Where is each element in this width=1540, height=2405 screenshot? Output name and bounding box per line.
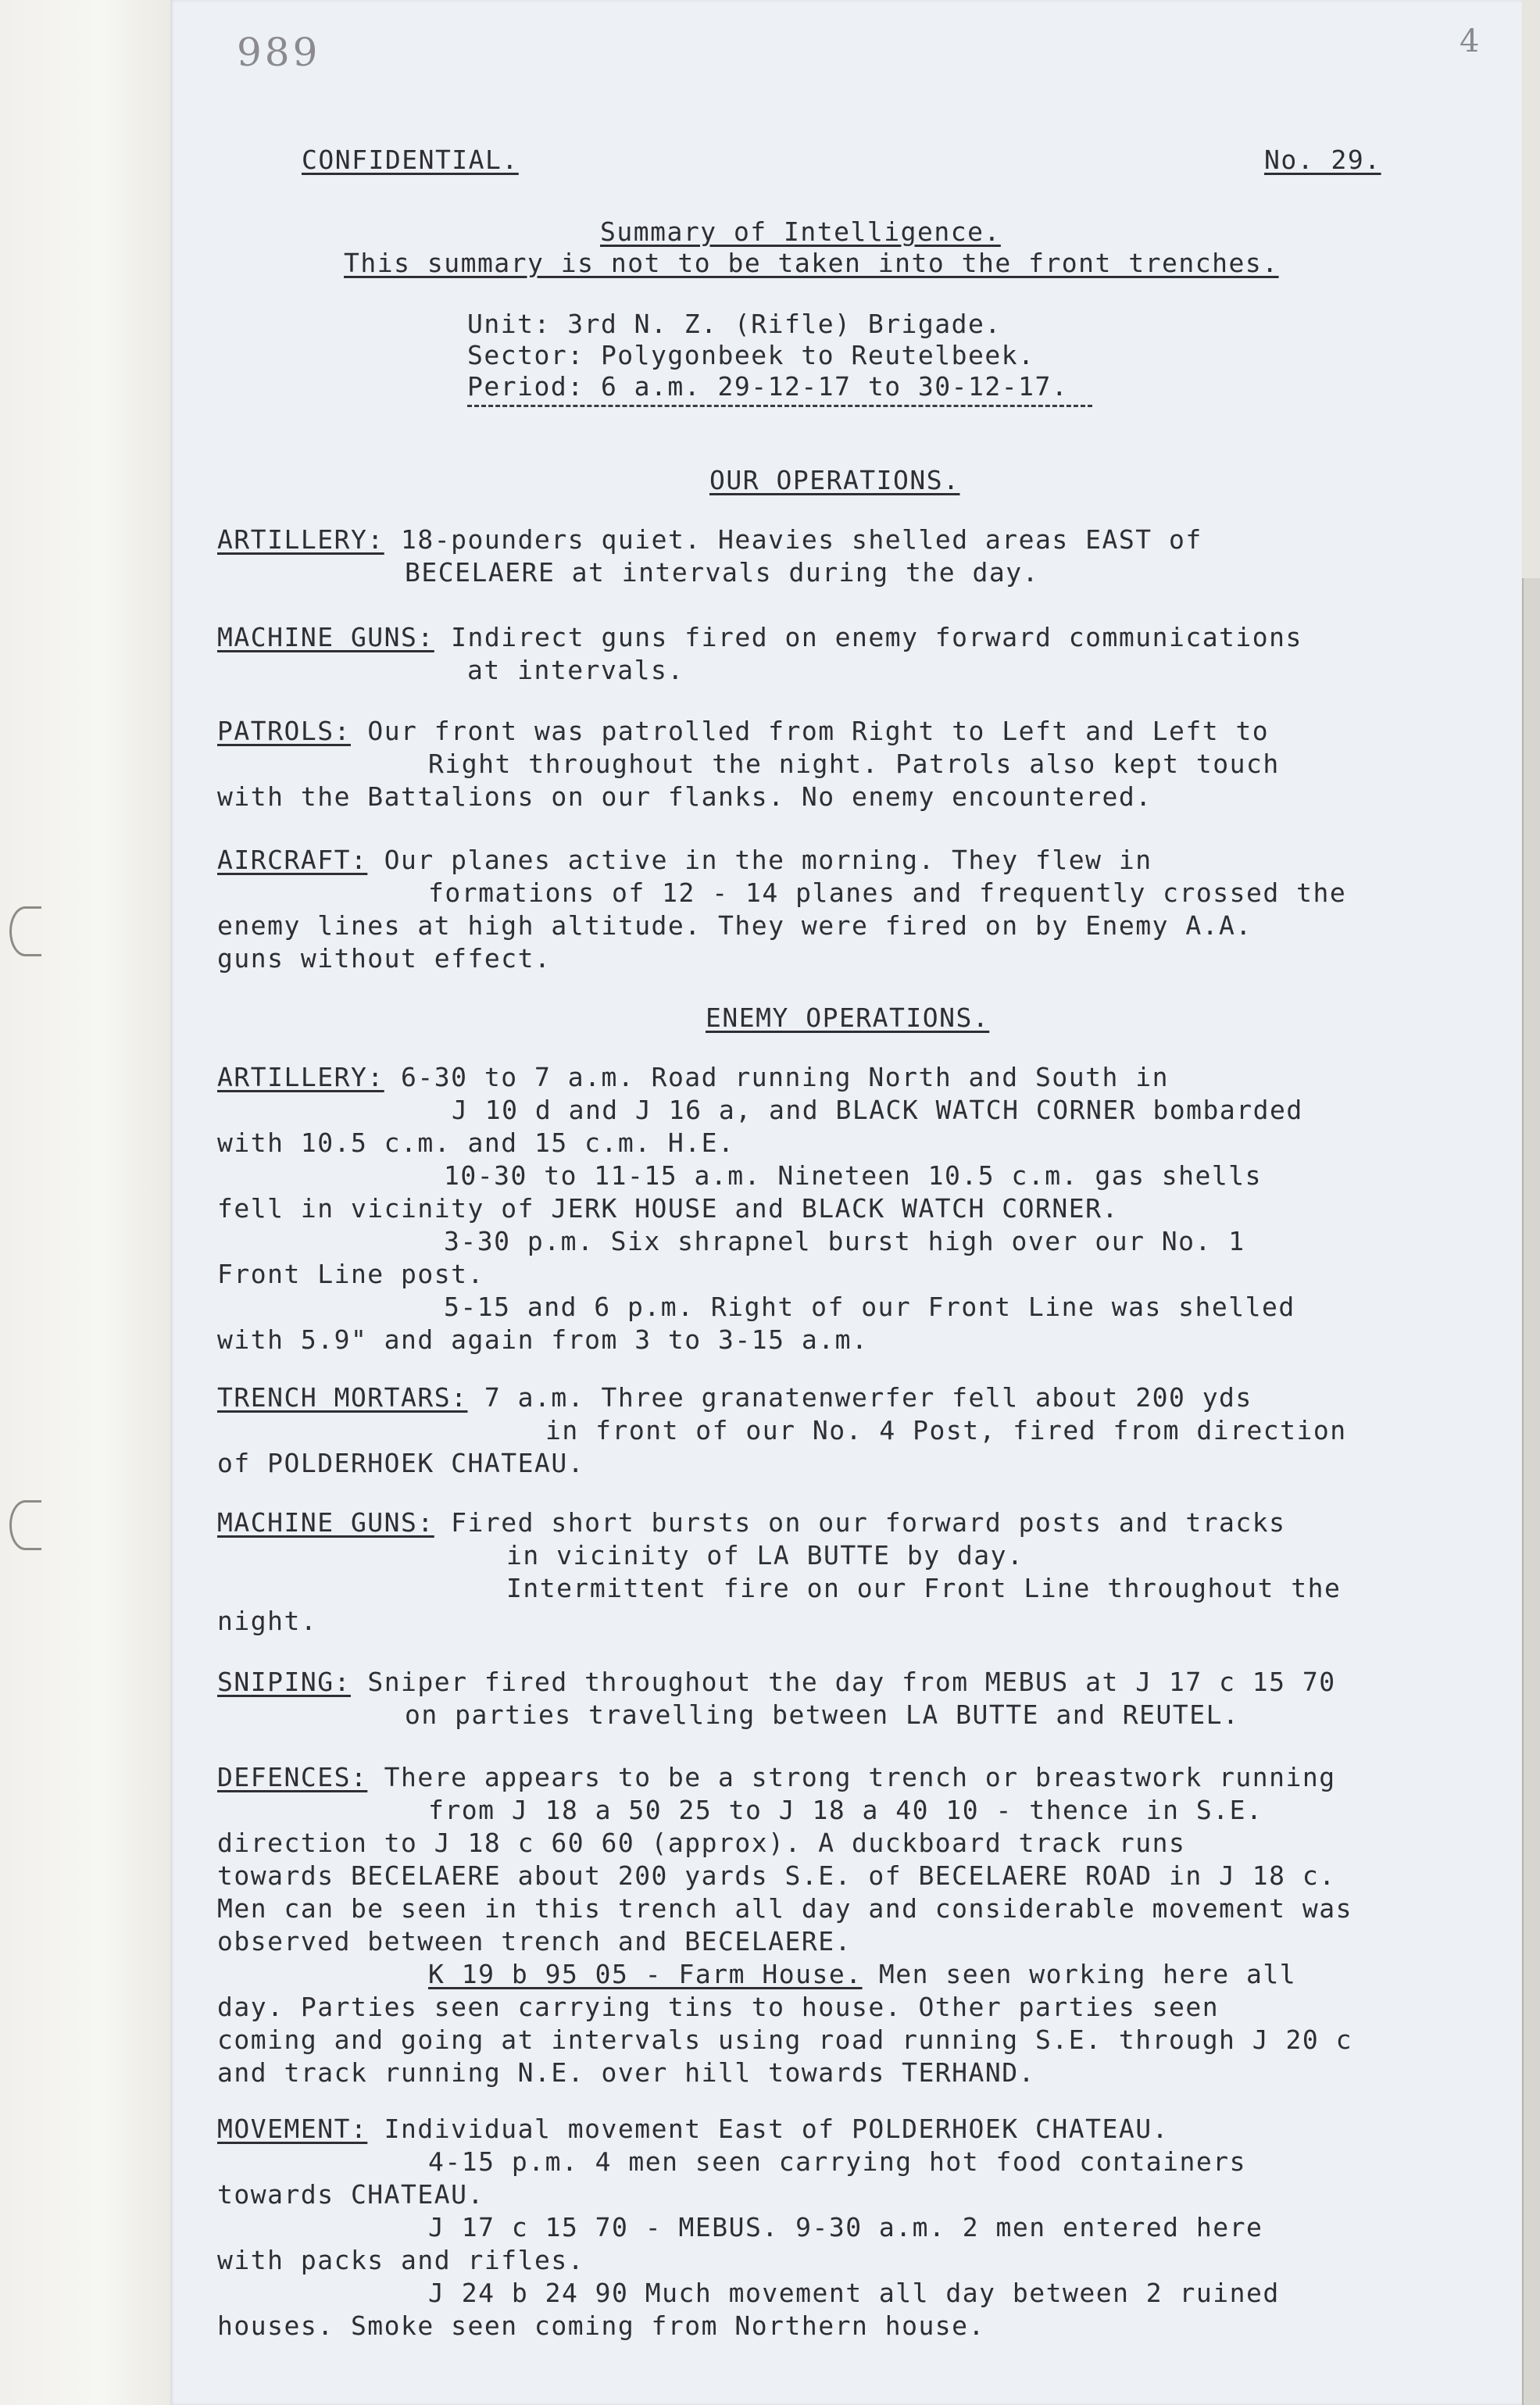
section-label: ARTILLERY: — [217, 1062, 384, 1092]
text-line: formations of 12 - 14 planes and frequently crossed the — [428, 877, 1347, 908]
text-line: 18-pounders quiet. Heavies shelled areas EAST of — [384, 524, 1202, 555]
section-label: SNIPING: — [217, 1667, 351, 1697]
enemy-trench-mortars-section — [217, 1381, 1499, 1480]
text-line: and track running N.E. over hill towards TERHAND. — [217, 2057, 1036, 2088]
section-label: AIRCRAFT: — [217, 845, 368, 875]
enemy-machine-guns-section — [217, 1506, 1499, 1638]
text-line: 7 a.m. Three granatenwerfer fell about 200 yds — [467, 1382, 1252, 1413]
section-label: TRENCH MORTARS: — [217, 1382, 468, 1413]
classification: CONFIDENTIAL. — [302, 145, 519, 175]
section-label: MACHINE GUNS: — [217, 622, 434, 652]
text-line: 5-15 and 6 p.m. Right of our Front Line was shelled — [444, 1292, 1295, 1322]
section-label: DEFENCES: — [217, 1762, 368, 1792]
text-line: J 17 c 15 70 - MEBUS. 9-30 a.m. 2 men entered here — [428, 2212, 1263, 2242]
text-line: at intervals. — [467, 655, 684, 685]
sector-line: Sector: Polygonbeek to Reutelbeek. — [467, 340, 1035, 370]
text-line: towards BECELAERE about 200 yards S.E. of BECELAERE ROAD in J 18 c. — [217, 1860, 1336, 1891]
enemy-artillery-section — [217, 1061, 1499, 1356]
text-line: direction to J 18 c 60 60 (approx). A duckboard track runs — [217, 1828, 1186, 1858]
text-line: day. Parties seen carrying tins to house. Other parties seen — [217, 1992, 1220, 2022]
our-machine-guns-section — [217, 621, 1499, 687]
section-label: MACHINE GUNS: — [217, 1507, 434, 1538]
text-line: guns without effect. — [217, 943, 552, 974]
our-aircraft-section — [217, 844, 1499, 975]
text-line: 6-30 to 7 a.m. Road running North and South in — [384, 1062, 1169, 1092]
text-line: with 5.9" and again from 3 to 3-15 a.m. — [217, 1324, 869, 1355]
text-line: coming and going at intervals using road running S.E. through J 20 c — [217, 2024, 1353, 2055]
text-line: with the Battalions on our flanks. No enemy encountered. — [217, 781, 1152, 812]
text-line: Men seen working here all — [862, 1959, 1297, 1989]
text-line: Fired short bursts on our forward posts and tracks — [434, 1507, 1286, 1538]
document-title: Summary of Intelligence. — [600, 216, 1001, 247]
period-line: Period: 6 a.m. 29-12-17 to 30-12-17. — [467, 371, 1069, 402]
farm-house-reference: K 19 b 95 05 - Farm House. — [428, 1959, 863, 1989]
corner-mark: 4 — [1460, 23, 1480, 59]
binding-margin — [0, 0, 170, 2405]
underlying-page-edge — [1522, 578, 1540, 2405]
text-line: BECELAERE at intervals during the day. — [405, 557, 1039, 588]
section-label: ARTILLERY: — [217, 524, 384, 555]
text-line: 3-30 p.m. Six shrapnel burst high over our No. 1 — [444, 1226, 1245, 1256]
text-line: from J 18 a 50 25 to J 18 a 40 10 - thence in S.E. — [428, 1795, 1263, 1825]
text-line: fell in vicinity of JERK HOUSE and BLACK WATCH CORNER. — [217, 1193, 1119, 1224]
text-line: night. — [217, 1606, 318, 1636]
text-line: observed between trench and BECELAERE. — [217, 1926, 852, 1957]
text-line: 10-30 to 11-15 a.m. Nineteen 10.5 c.m. gas shells — [444, 1160, 1263, 1191]
text-line: Front Line post. — [217, 1259, 484, 1289]
our-patrols-section — [217, 715, 1499, 813]
text-line: J 10 d and J 16 a, and BLACK WATCH CORNER bombarded — [452, 1095, 1303, 1125]
text-line: Men can be seen in this trench all day and considerable movement was — [217, 1893, 1353, 1924]
section-label: PATROLS: — [217, 716, 351, 746]
text-line: There appears to be a strong trench or breastwork running — [367, 1762, 1336, 1792]
typed-page — [170, 0, 1522, 2405]
text-line: with 10.5 c.m. and 15 c.m. H.E. — [217, 1127, 735, 1158]
text-line: J 24 b 24 90 Much movement all day between 2 ruined — [428, 2278, 1280, 2308]
text-line: in front of our No. 4 Post, fired from direction — [545, 1415, 1347, 1446]
text-line: in vicinity of LA BUTTE by day. — [506, 1540, 1024, 1571]
text-line: houses. Smoke seen coming from Northern house. — [217, 2310, 985, 2341]
punch-hole-upper — [9, 906, 41, 956]
unit-line: Unit: 3rd N. Z. (Rifle) Brigade. — [467, 309, 1002, 339]
text-line: Sniper fired throughout the day from MEBUS at J 17 c 15 70 — [350, 1667, 1336, 1697]
text-line: on parties travelling between LA BUTTE and REUTEL. — [405, 1699, 1240, 1730]
handling-warning: This summary is not to be taken into the front trenches. — [344, 248, 1279, 278]
text-line: enemy lines at high altitude. They were fired on by Enemy A.A. — [217, 910, 1252, 941]
punch-hole-lower — [9, 1500, 41, 1550]
text-line: Right throughout the night. Patrols also kept touch — [428, 749, 1280, 779]
enemy-defences-section — [217, 1761, 1499, 2089]
text-line: Individual movement East of POLDERHOEK CHATEAU. — [367, 2114, 1169, 2144]
our-operations-heading: OUR OPERATIONS. — [709, 465, 960, 495]
enemy-operations-heading: ENEMY OPERATIONS. — [706, 1002, 990, 1033]
our-artillery-section — [217, 524, 1499, 589]
text-line: Indirect guns fired on enemy forward communications — [434, 622, 1302, 652]
text-line: Our front was patrolled from Right to Left and Left to — [350, 716, 1270, 746]
enemy-movement-section — [217, 2113, 1499, 2342]
text-line: of POLDERHOEK CHATEAU. — [217, 1448, 585, 1478]
text-line: Our planes active in the morning. They flew in — [367, 845, 1152, 875]
folio-number: 989 — [237, 30, 321, 75]
header-divider — [467, 405, 1092, 407]
section-label: MOVEMENT: — [217, 2114, 368, 2144]
document-number: No. 29. — [1264, 145, 1381, 175]
text-line: towards CHATEAU. — [217, 2179, 484, 2210]
text-line: 4-15 p.m. 4 men seen carrying hot food containers — [428, 2146, 1247, 2177]
enemy-sniping-section — [217, 1666, 1499, 1731]
text-line: Intermittent fire on our Front Line throughout the — [506, 1573, 1342, 1603]
text-line: with packs and rifles. — [217, 2245, 585, 2275]
